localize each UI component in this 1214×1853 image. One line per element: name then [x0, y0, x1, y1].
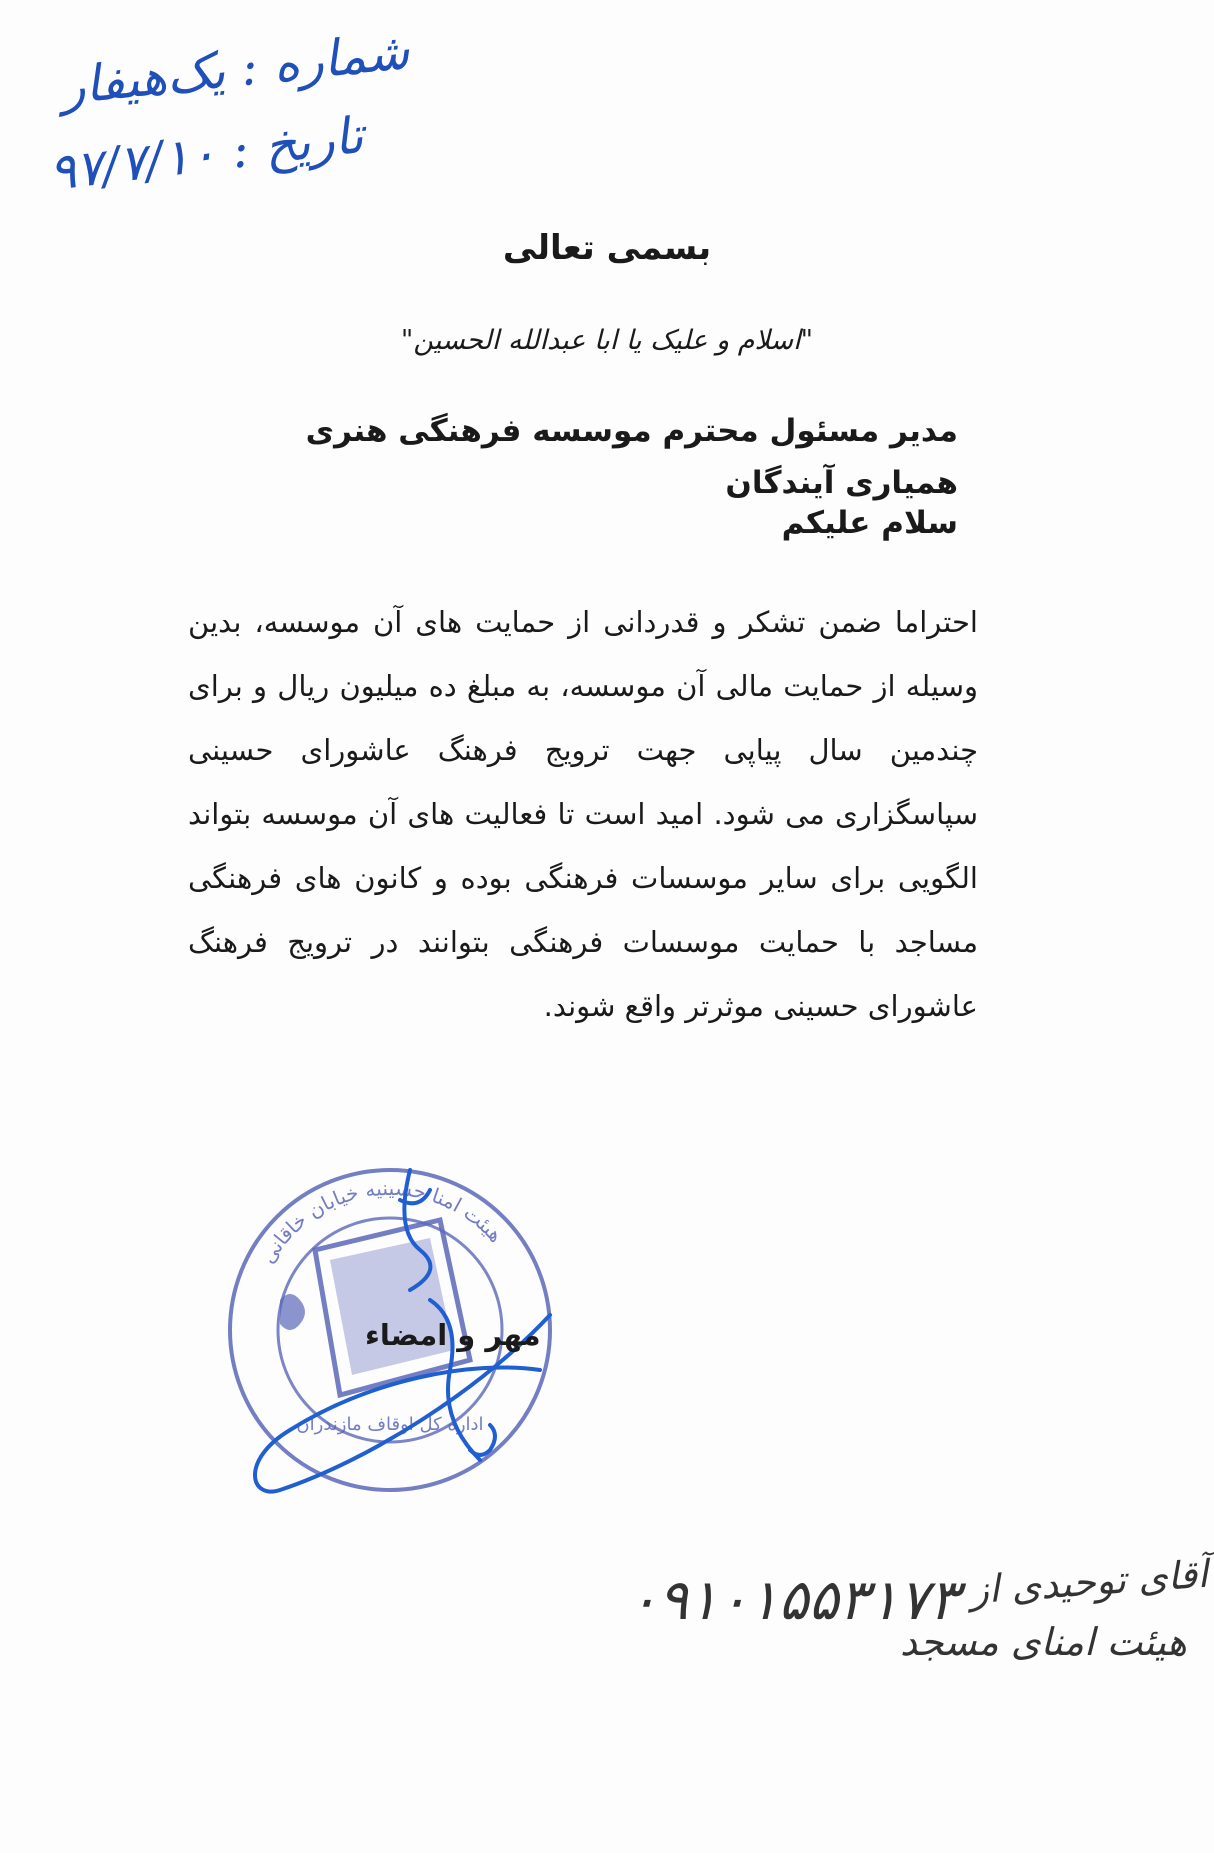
stamp-ring-text: هیئت امنا حسینیه خیابان خاقانی [255, 1175, 508, 1268]
handwritten-phone-number: ۰۹۱۰۱۵۵۳۱۷۳ [628, 1568, 959, 1633]
greeting-line: سلام علیکم [781, 505, 958, 541]
recipient-line: مدیر مسئول محترم موسسه فرهنگی هنری همیاری آیندگان [305, 413, 958, 501]
seal-and-signature-label: مهر و امضاء [365, 1318, 541, 1352]
letter-body: احتراما ضمن تشکر و قدردانی از حمایت های آن موسسه، بدین وسیله از حمایت مالی آن موسسه، به مبلغ ده میلیون ریال و برای چندمین سال پیاپی جهت ترویج فرهنگ عاشورای حسینی سپاسگزاری می شود. امید است تا فعالیت های آن موسسه بتواند الگویی برای سایر موسسات فرهنگی بوده و کانون های فرهنگی مساجد با حمایت موسسات فرهنگی بتوانند در ترویج فرهنگ عاشورای حسینی موثرتر واقع شوند. [188, 605, 978, 1023]
handwritten-sender-name: آقای توحیدی از [968, 1551, 1210, 1613]
handwritten-letter-date: تاریخ : ۹۷/۷/۱۰ [45, 105, 367, 203]
handwritten-letter-number: شماره : یک‌هیفار [57, 21, 412, 117]
handwritten-board-name: هیئت امنای مسجد [900, 1620, 1187, 1664]
stamp-inner-text: اداره کل اوقاف مازندران [296, 1414, 484, 1435]
religious-salutation: "اسلام و علیک یا ابا عبدالله الحسین" [400, 325, 814, 356]
letter-heading: بسمی تعالی [502, 228, 712, 268]
